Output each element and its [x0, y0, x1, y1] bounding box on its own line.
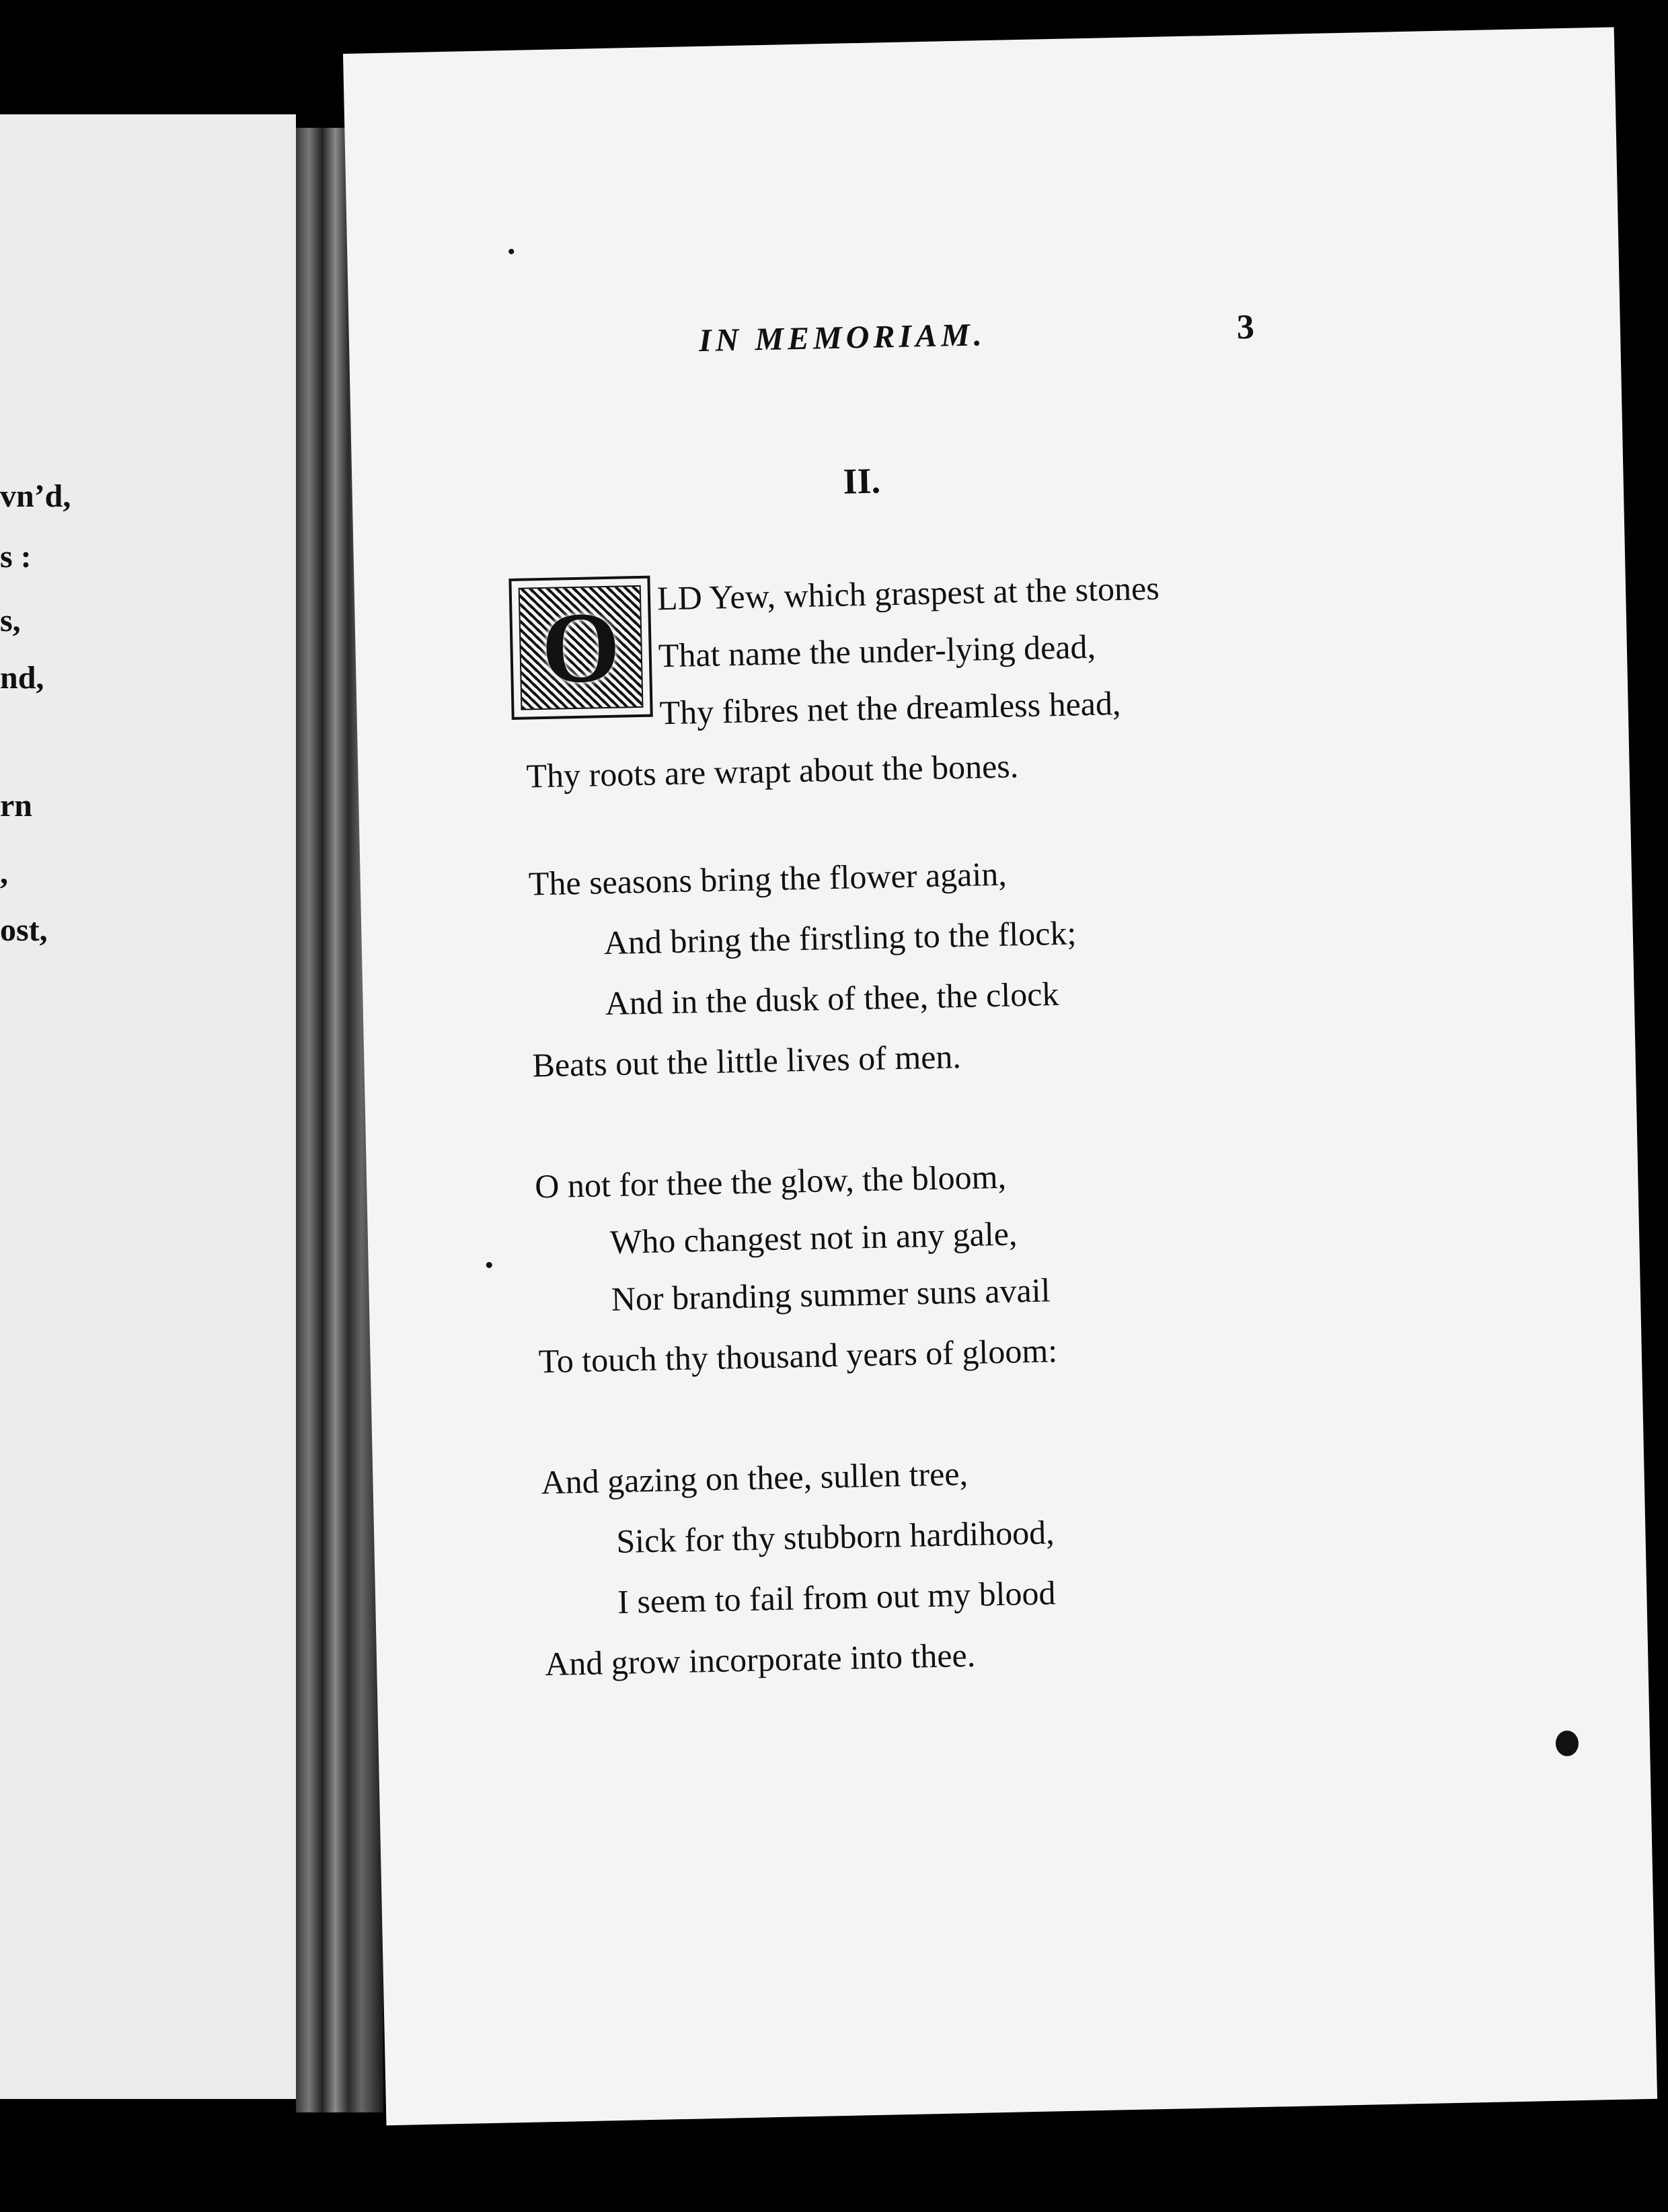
- drop-cap-letter: O: [540, 591, 621, 704]
- left-fragment: s :: [0, 539, 32, 575]
- poem-line: And bring the firstling to the flock;: [603, 914, 1077, 962]
- poem-line: And grow incorporate into thee.: [544, 1635, 976, 1683]
- poem-line: Nor branding summer suns avail: [611, 1271, 1051, 1319]
- right-page: [343, 27, 1657, 2125]
- left-fragment: ost,: [0, 912, 48, 948]
- poem-line: Thy fibres net the dreamless head,: [659, 684, 1121, 732]
- poem-line: O not for thee the glow, the bloom,: [534, 1157, 1007, 1206]
- ink-speck: [486, 1262, 492, 1268]
- ink-spot: [1556, 1730, 1579, 1757]
- left-fragment: nd,: [0, 660, 44, 696]
- poem-line: The seasons bring the flower again,: [528, 854, 1008, 903]
- poem-line: Who changest not in any gale,: [609, 1214, 1018, 1261]
- poem-line: That name the under-lying dead,: [658, 627, 1096, 675]
- poem-line: To touch thy thousand years of gloom:: [538, 1331, 1058, 1380]
- left-fragment: s,: [0, 603, 21, 638]
- poem-line: And in the dusk of thee, the clock: [605, 975, 1059, 1023]
- running-head: IN MEMORIAM.: [698, 317, 987, 359]
- left-fragment: rn: [0, 788, 32, 823]
- drop-cap-ornament: [508, 576, 652, 720]
- ink-speck: [508, 249, 514, 254]
- left-page: [0, 114, 296, 2099]
- poem-line: Thy roots are wrapt about the bones.: [525, 747, 1019, 795]
- poem-line: Sick for thy stubborn hardihood,: [615, 1513, 1055, 1560]
- left-fragment: ,: [0, 855, 8, 891]
- poem-line: LD Yew, which graspest at the stones: [656, 568, 1160, 618]
- page-number: 3: [1236, 307, 1255, 347]
- poem-line: I seem to fail from out my blood: [617, 1574, 1057, 1621]
- section-number: II.: [842, 460, 881, 502]
- poem-line: And gazing on thee, sullen tree,: [540, 1454, 969, 1502]
- poem-line: Beats out the little lives of men.: [531, 1037, 962, 1084]
- left-fragment: vn’d,: [0, 478, 71, 514]
